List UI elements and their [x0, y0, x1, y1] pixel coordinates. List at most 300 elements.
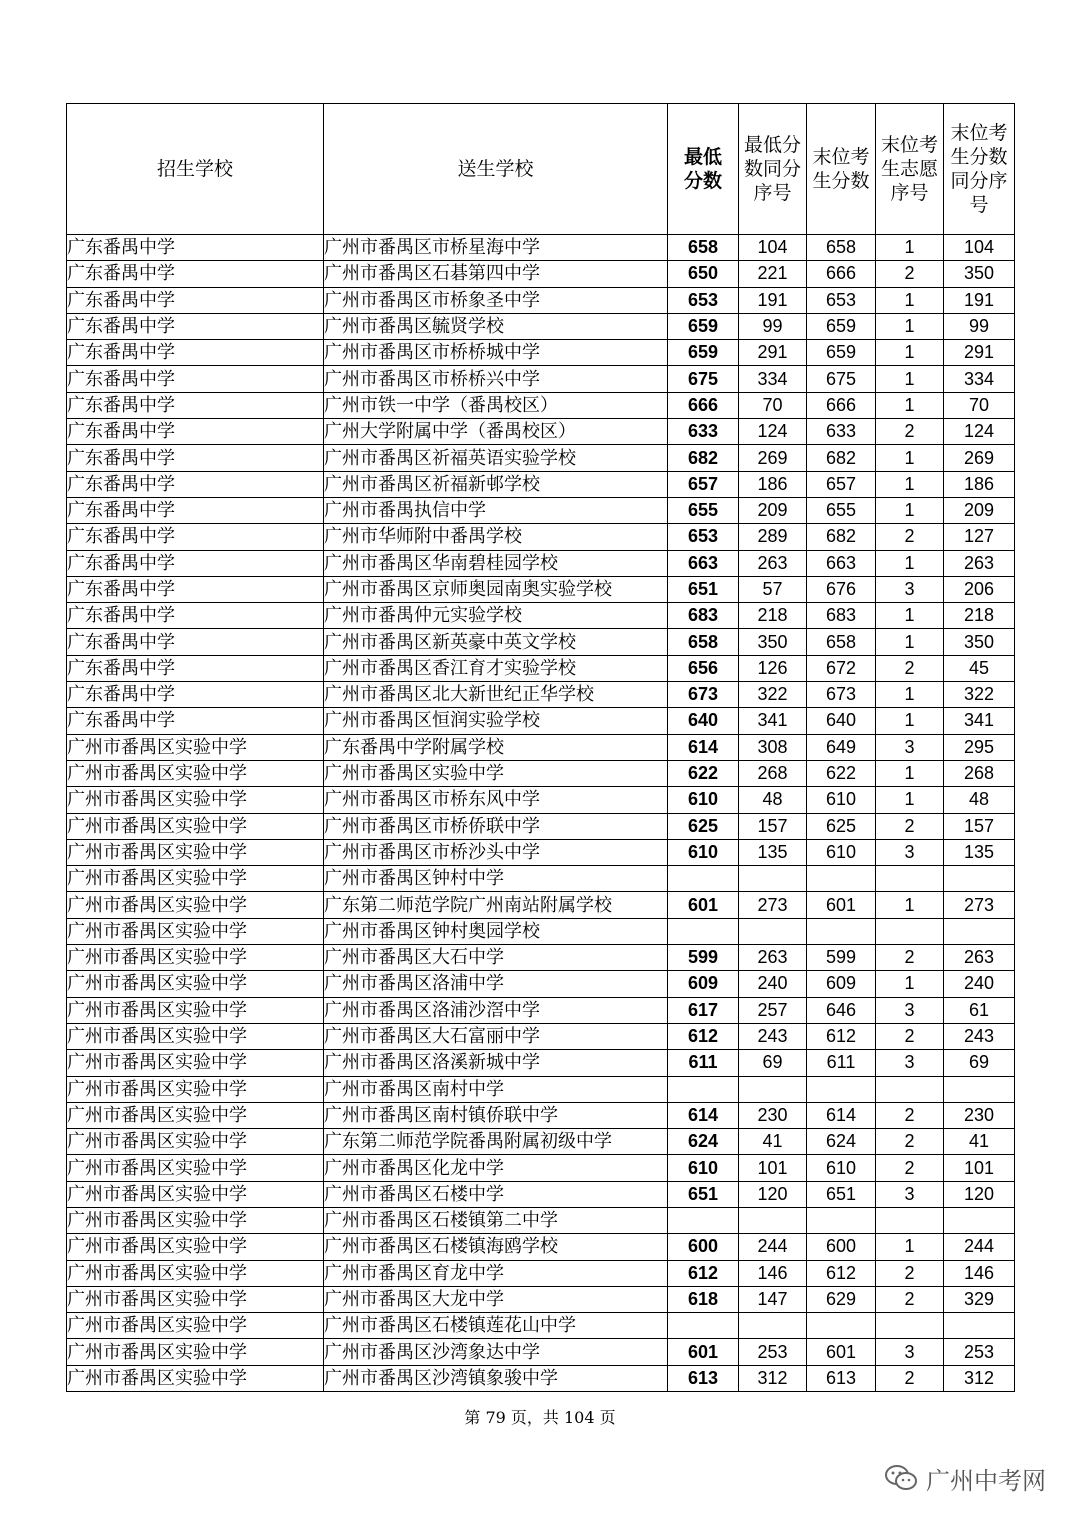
cell-last-preference-rank: 1: [876, 760, 944, 786]
cell-recruiting-school: 广州市番禺区实验中学: [67, 839, 324, 865]
cell-last-score-tie-rank: [944, 1076, 1015, 1102]
cell-sending-school: 广州市番禺区洛浦中学: [324, 971, 668, 997]
cell-min-score-tie-rank: 291: [739, 340, 807, 366]
cell-min-score-tie-rank: 99: [739, 313, 807, 339]
table-row: [67, 1102, 1015, 1128]
cell-last-score: 666: [807, 261, 876, 287]
cell-last-score-tie-rank: 41: [944, 1129, 1015, 1155]
table-row: [67, 892, 1015, 918]
cell-min-score-tie-rank: 157: [739, 813, 807, 839]
cell-last-preference-rank: 1: [876, 497, 944, 523]
cell-last-score: 610: [807, 1155, 876, 1181]
table-row: [67, 866, 1015, 892]
table-row: [67, 392, 1015, 418]
cell-last-score: 659: [807, 313, 876, 339]
cell-sending-school: 广州市番禺区洛浦沙滘中学: [324, 997, 668, 1023]
cell-last-preference-rank: 2: [876, 655, 944, 681]
cell-last-score: 633: [807, 419, 876, 445]
cell-last-preference-rank: 3: [876, 839, 944, 865]
cell-min-score-tie-rank: 240: [739, 971, 807, 997]
cell-min-score-tie-rank: 69: [739, 1050, 807, 1076]
table-row: [67, 787, 1015, 813]
table-row: [67, 1155, 1015, 1181]
cell-last-preference-rank: 2: [876, 813, 944, 839]
cell-last-score-tie-rank: [944, 866, 1015, 892]
cell-last-score: [807, 866, 876, 892]
cell-min-score-tie-rank: 263: [739, 945, 807, 971]
cell-last-score: 651: [807, 1181, 876, 1207]
table-row: [67, 629, 1015, 655]
table-row: [67, 1023, 1015, 1049]
cell-sending-school: 广州市番禺区市桥沙头中学: [324, 839, 668, 865]
cell-last-score: 682: [807, 524, 876, 550]
table-row: [67, 576, 1015, 602]
cell-last-score: 640: [807, 708, 876, 734]
table-row: [67, 945, 1015, 971]
cell-last-score: [807, 1207, 876, 1233]
cell-min-score-tie-rank: 209: [739, 497, 807, 523]
cell-last-score-tie-rank: 230: [944, 1102, 1015, 1128]
cell-min-score-tie-rank: 334: [739, 366, 807, 392]
cell-last-preference-rank: 3: [876, 734, 944, 760]
cell-last-score: 657: [807, 471, 876, 497]
cell-min-score-tie-rank: 273: [739, 892, 807, 918]
cell-min-score-tie-rank: 147: [739, 1286, 807, 1312]
cell-sending-school: 广州市华师附中番禺学校: [324, 524, 668, 550]
cell-min-score: [668, 1207, 739, 1233]
cell-min-score: 625: [668, 813, 739, 839]
table-body: [67, 235, 1015, 1392]
cell-min-score: 610: [668, 839, 739, 865]
cell-last-preference-rank: 1: [876, 603, 944, 629]
cell-last-preference-rank: [876, 1313, 944, 1339]
cell-min-score-tie-rank: 341: [739, 708, 807, 734]
table-row: [67, 1207, 1015, 1233]
header-last-score-tie-rank: 末位考生分数同分序号: [944, 104, 1015, 235]
cell-sending-school: 广州市番禺区沙湾象达中学: [324, 1339, 668, 1365]
cell-min-score-tie-rank: 135: [739, 839, 807, 865]
cell-min-score: [668, 918, 739, 944]
cell-recruiting-school: 广州市番禺区实验中学: [67, 1155, 324, 1181]
cell-min-score: 651: [668, 576, 739, 602]
cell-last-score: 611: [807, 1050, 876, 1076]
cell-last-score-tie-rank: 61: [944, 997, 1015, 1023]
cell-min-score-tie-rank: 269: [739, 445, 807, 471]
cell-min-score: 618: [668, 1286, 739, 1312]
cell-last-preference-rank: 1: [876, 892, 944, 918]
cell-min-score: 658: [668, 235, 739, 261]
header-min-score: 最低分数: [668, 104, 739, 235]
header-last-preference-rank: 末位考生志愿序号: [876, 104, 944, 235]
page-footer: 第 79 页，共 104 页: [464, 1408, 616, 1427]
cell-sending-school: 广州市番禺仲元实验学校: [324, 603, 668, 629]
cell-min-score: 650: [668, 261, 739, 287]
cell-last-preference-rank: 2: [876, 1365, 944, 1391]
cell-last-score: 622: [807, 760, 876, 786]
cell-recruiting-school: 广州市番禺区实验中学: [67, 1050, 324, 1076]
cell-recruiting-school: 广州市番禺区实验中学: [67, 1339, 324, 1365]
cell-last-score: 666: [807, 392, 876, 418]
cell-last-preference-rank: 1: [876, 971, 944, 997]
cell-recruiting-school: 广东番禺中学: [67, 524, 324, 550]
cell-last-score-tie-rank: 206: [944, 576, 1015, 602]
table-row: [67, 997, 1015, 1023]
cell-recruiting-school: 广东番禺中学: [67, 550, 324, 576]
cell-recruiting-school: 广州市番禺区实验中学: [67, 997, 324, 1023]
header-last-score: 末位考生分数: [807, 104, 876, 235]
cell-last-score-tie-rank: 244: [944, 1234, 1015, 1260]
cell-last-preference-rank: 2: [876, 1155, 944, 1181]
cell-recruiting-school: 广东番禺中学: [67, 340, 324, 366]
cell-last-preference-rank: 1: [876, 471, 944, 497]
cell-recruiting-school: 广州市番禺区实验中学: [67, 1102, 324, 1128]
cell-recruiting-school: 广州市番禺区实验中学: [67, 1234, 324, 1260]
cell-min-score: 601: [668, 892, 739, 918]
cell-min-score: 610: [668, 1155, 739, 1181]
cell-sending-school: 广州市番禺区大龙中学: [324, 1286, 668, 1312]
table-row: [67, 340, 1015, 366]
cell-recruiting-school: 广州市番禺区实验中学: [67, 760, 324, 786]
cell-last-score: 613: [807, 1365, 876, 1391]
cell-recruiting-school: 广东番禺中学: [67, 392, 324, 418]
cell-last-preference-rank: 3: [876, 576, 944, 602]
cell-last-score-tie-rank: 253: [944, 1339, 1015, 1365]
cell-recruiting-school: 广东番禺中学: [67, 682, 324, 708]
cell-sending-school: 广州市番禺区钟村奥园学校: [324, 918, 668, 944]
cell-sending-school: 广州市番禺区大石中学: [324, 945, 668, 971]
table-row: [67, 760, 1015, 786]
cell-min-score: 659: [668, 340, 739, 366]
cell-sending-school: 广州市番禺区石碁第四中学: [324, 261, 668, 287]
header-recruiting-school: 招生学校: [67, 104, 324, 235]
table-row: [67, 813, 1015, 839]
cell-min-score-tie-rank: 48: [739, 787, 807, 813]
table-row: [67, 419, 1015, 445]
cell-last-preference-rank: 2: [876, 261, 944, 287]
cell-last-score: 625: [807, 813, 876, 839]
cell-min-score: 601: [668, 1339, 739, 1365]
cell-last-score-tie-rank: 48: [944, 787, 1015, 813]
cell-min-score: 666: [668, 392, 739, 418]
cell-recruiting-school: 广州市番禺区实验中学: [67, 892, 324, 918]
cell-sending-school: 广州市番禺区市桥侨联中学: [324, 813, 668, 839]
table-row: [67, 839, 1015, 865]
cell-last-score-tie-rank: 104: [944, 235, 1015, 261]
cell-min-score: 617: [668, 997, 739, 1023]
cell-last-score: 610: [807, 839, 876, 865]
cell-last-preference-rank: 2: [876, 1023, 944, 1049]
cell-sending-school: 广州市番禺区华南碧桂园学校: [324, 550, 668, 576]
cell-min-score-tie-rank: 57: [739, 576, 807, 602]
cell-last-score-tie-rank: 350: [944, 261, 1015, 287]
cell-last-score-tie-rank: 268: [944, 760, 1015, 786]
cell-last-score-tie-rank: 273: [944, 892, 1015, 918]
table-row: [67, 313, 1015, 339]
cell-recruiting-school: 广东番禺中学: [67, 235, 324, 261]
cell-sending-school: 广州市番禺区化龙中学: [324, 1155, 668, 1181]
cell-last-score: 610: [807, 787, 876, 813]
cell-sending-school: 广州市番禺区市桥象圣中学: [324, 287, 668, 313]
cell-sending-school: 广州市番禺区京师奥园南奥实验学校: [324, 576, 668, 602]
cell-last-preference-rank: 3: [876, 997, 944, 1023]
cell-recruiting-school: 广东番禺中学: [67, 261, 324, 287]
cell-last-score: 646: [807, 997, 876, 1023]
cell-recruiting-school: 广东番禺中学: [67, 629, 324, 655]
cell-last-score-tie-rank: 295: [944, 734, 1015, 760]
cell-sending-school: 广州市番禺区育龙中学: [324, 1260, 668, 1286]
cell-recruiting-school: 广州市番禺区实验中学: [67, 1260, 324, 1286]
table-row: [67, 655, 1015, 681]
cell-min-score: 683: [668, 603, 739, 629]
table-row: [67, 1050, 1015, 1076]
cell-min-score-tie-rank: 350: [739, 629, 807, 655]
table-row: [67, 1313, 1015, 1339]
cell-min-score: 610: [668, 787, 739, 813]
table-row: [67, 971, 1015, 997]
cell-recruiting-school: 广州市番禺区实验中学: [67, 866, 324, 892]
table-row: [67, 1129, 1015, 1155]
cell-min-score-tie-rank: 146: [739, 1260, 807, 1286]
cell-min-score-tie-rank: 253: [739, 1339, 807, 1365]
cell-last-score: 609: [807, 971, 876, 997]
cell-last-score-tie-rank: 243: [944, 1023, 1015, 1049]
watermark-text: 广州中考网: [926, 1466, 1046, 1495]
cell-last-score-tie-rank: 334: [944, 366, 1015, 392]
cell-sending-school: 广州市番禺区南村镇侨联中学: [324, 1102, 668, 1128]
cell-last-score-tie-rank: 209: [944, 497, 1015, 523]
cell-recruiting-school: 广东番禺中学: [67, 576, 324, 602]
cell-min-score: [668, 1076, 739, 1102]
cell-min-score-tie-rank: 124: [739, 419, 807, 445]
cell-last-preference-rank: 2: [876, 1260, 944, 1286]
cell-sending-school: 广州市番禺区石楼镇第二中学: [324, 1207, 668, 1233]
cell-min-score-tie-rank: 126: [739, 655, 807, 681]
table-row: [67, 471, 1015, 497]
cell-min-score-tie-rank: 70: [739, 392, 807, 418]
cell-last-preference-rank: 1: [876, 235, 944, 261]
cell-last-score-tie-rank: 263: [944, 550, 1015, 576]
cell-min-score: 622: [668, 760, 739, 786]
cell-last-score: 629: [807, 1286, 876, 1312]
cell-last-preference-rank: 1: [876, 313, 944, 339]
cell-last-score-tie-rank: 70: [944, 392, 1015, 418]
cell-min-score-tie-rank: 268: [739, 760, 807, 786]
cell-min-score-tie-rank: 257: [739, 997, 807, 1023]
cell-min-score: 682: [668, 445, 739, 471]
cell-min-score-tie-rank: 244: [739, 1234, 807, 1260]
table-header-row: [67, 104, 1015, 235]
cell-last-score: 658: [807, 235, 876, 261]
cell-min-score-tie-rank: 186: [739, 471, 807, 497]
cell-min-score: 658: [668, 629, 739, 655]
cell-last-score: 683: [807, 603, 876, 629]
table-row: [67, 708, 1015, 734]
cell-last-score-tie-rank: 157: [944, 813, 1015, 839]
cell-last-score: 663: [807, 550, 876, 576]
cell-sending-school: 广州市番禺区毓贤学校: [324, 313, 668, 339]
cell-sending-school: 广州市番禺区市桥东风中学: [324, 787, 668, 813]
cell-last-preference-rank: 2: [876, 1102, 944, 1128]
cell-sending-school: 广州市番禺区石楼镇海鸥学校: [324, 1234, 668, 1260]
cell-sending-school: 广州市番禺区恒润实验学校: [324, 708, 668, 734]
cell-min-score: 657: [668, 471, 739, 497]
cell-min-score: 599: [668, 945, 739, 971]
cell-last-score: 614: [807, 1102, 876, 1128]
cell-last-preference-rank: 1: [876, 366, 944, 392]
cell-sending-school: 广州市番禺区祈福英语实验学校: [324, 445, 668, 471]
cell-min-score-tie-rank: [739, 1207, 807, 1233]
cell-recruiting-school: 广州市番禺区实验中学: [67, 1313, 324, 1339]
cell-recruiting-school: 广州市番禺区实验中学: [67, 1365, 324, 1391]
cell-sending-school: 广州市番禺区祈福新邨学校: [324, 471, 668, 497]
table-row: [67, 1234, 1015, 1260]
table-row: [67, 918, 1015, 944]
cell-min-score-tie-rank: 221: [739, 261, 807, 287]
cell-recruiting-school: 广东番禺中学: [67, 287, 324, 313]
cell-recruiting-school: 广东番禺中学: [67, 655, 324, 681]
cell-sending-school: 广东第二师范学院广州南站附属学校: [324, 892, 668, 918]
cell-min-score-tie-rank: 101: [739, 1155, 807, 1181]
cell-recruiting-school: 广东番禺中学: [67, 313, 324, 339]
cell-min-score: 611: [668, 1050, 739, 1076]
cell-last-score-tie-rank: 329: [944, 1286, 1015, 1312]
cell-sending-school: 广州市番禺区市桥星海中学: [324, 235, 668, 261]
cell-last-score-tie-rank: 341: [944, 708, 1015, 734]
cell-last-score-tie-rank: 69: [944, 1050, 1015, 1076]
cell-last-preference-rank: 1: [876, 392, 944, 418]
cell-last-score-tie-rank: 45: [944, 655, 1015, 681]
cell-min-score: 659: [668, 313, 739, 339]
cell-last-preference-rank: 3: [876, 1181, 944, 1207]
cell-min-score-tie-rank: 41: [739, 1129, 807, 1155]
header-sending-school: 送生学校: [324, 104, 668, 235]
cell-sending-school: 广州市番禺区大石富丽中学: [324, 1023, 668, 1049]
cell-last-score-tie-rank: 240: [944, 971, 1015, 997]
cell-last-score: [807, 918, 876, 944]
cell-min-score: 653: [668, 287, 739, 313]
cell-min-score: 640: [668, 708, 739, 734]
cell-last-score-tie-rank: 350: [944, 629, 1015, 655]
cell-last-score-tie-rank: 322: [944, 682, 1015, 708]
table-row: [67, 1181, 1015, 1207]
cell-sending-school: 广州大学附属中学（番禺校区）: [324, 419, 668, 445]
cell-last-score-tie-rank: 120: [944, 1181, 1015, 1207]
cell-min-score-tie-rank: 263: [739, 550, 807, 576]
cell-last-score-tie-rank: 186: [944, 471, 1015, 497]
cell-last-score: 601: [807, 892, 876, 918]
cell-min-score: 614: [668, 1102, 739, 1128]
cell-last-score: 675: [807, 366, 876, 392]
cell-min-score-tie-rank: 230: [739, 1102, 807, 1128]
cell-sending-school: 广州市番禺区北大新世纪正华学校: [324, 682, 668, 708]
cell-recruiting-school: 广州市番禺区实验中学: [67, 1181, 324, 1207]
cell-last-score-tie-rank: 135: [944, 839, 1015, 865]
cell-recruiting-school: 广州市番禺区实验中学: [67, 945, 324, 971]
cell-min-score: [668, 866, 739, 892]
cell-last-preference-rank: 1: [876, 1234, 944, 1260]
cell-recruiting-school: 广州市番禺区实验中学: [67, 1076, 324, 1102]
cell-sending-school: 广州市番禺区市桥桥城中学: [324, 340, 668, 366]
cell-min-score: 612: [668, 1260, 739, 1286]
cell-recruiting-school: 广东番禺中学: [67, 603, 324, 629]
cell-min-score-tie-rank: [739, 1076, 807, 1102]
table-row: [67, 603, 1015, 629]
cell-last-preference-rank: 1: [876, 445, 944, 471]
cell-last-score-tie-rank: [944, 1313, 1015, 1339]
cell-min-score: 655: [668, 497, 739, 523]
cell-min-score-tie-rank: 243: [739, 1023, 807, 1049]
header-min-score-tie-rank: 最低分数同分序号: [739, 104, 807, 235]
cell-last-score-tie-rank: 263: [944, 945, 1015, 971]
cell-last-score-tie-rank: 146: [944, 1260, 1015, 1286]
cell-recruiting-school: 广州市番禺区实验中学: [67, 1129, 324, 1155]
cell-last-score-tie-rank: 312: [944, 1365, 1015, 1391]
cell-sending-school: 广东番禺中学附属学校: [324, 734, 668, 760]
cell-last-preference-rank: 1: [876, 682, 944, 708]
score-table: [66, 103, 1015, 1392]
cell-min-score-tie-rank: 322: [739, 682, 807, 708]
cell-min-score-tie-rank: 289: [739, 524, 807, 550]
cell-recruiting-school: 广州市番禺区实验中学: [67, 918, 324, 944]
cell-recruiting-school: 广东番禺中学: [67, 419, 324, 445]
watermark: [884, 1456, 1046, 1500]
table-row: [67, 235, 1015, 261]
cell-sending-school: 广州市铁一中学（番禺校区）: [324, 392, 668, 418]
cell-min-score: 624: [668, 1129, 739, 1155]
cell-min-score: 600: [668, 1234, 739, 1260]
cell-min-score: 656: [668, 655, 739, 681]
cell-last-score: 672: [807, 655, 876, 681]
table-row: [67, 1260, 1015, 1286]
cell-last-preference-rank: [876, 866, 944, 892]
cell-last-score-tie-rank: 99: [944, 313, 1015, 339]
cell-min-score-tie-rank: 120: [739, 1181, 807, 1207]
table-row: [67, 1339, 1015, 1365]
cell-last-score: 600: [807, 1234, 876, 1260]
table-row: [67, 366, 1015, 392]
cell-last-preference-rank: 2: [876, 1129, 944, 1155]
cell-last-preference-rank: 2: [876, 419, 944, 445]
table-row: [67, 524, 1015, 550]
cell-last-preference-rank: 3: [876, 1339, 944, 1365]
cell-last-score: 659: [807, 340, 876, 366]
cell-last-preference-rank: 1: [876, 787, 944, 813]
cell-recruiting-school: 广州市番禺区实验中学: [67, 971, 324, 997]
cell-min-score: 653: [668, 524, 739, 550]
cell-last-score-tie-rank: [944, 918, 1015, 944]
table-row: [67, 287, 1015, 313]
cell-last-score: 601: [807, 1339, 876, 1365]
cell-sending-school: 广州市番禺区洛溪新城中学: [324, 1050, 668, 1076]
cell-recruiting-school: 广州市番禺区实验中学: [67, 1286, 324, 1312]
cell-min-score-tie-rank: 191: [739, 287, 807, 313]
cell-last-score: 655: [807, 497, 876, 523]
cell-min-score: 663: [668, 550, 739, 576]
cell-recruiting-school: 广州市番禺区实验中学: [67, 734, 324, 760]
cell-min-score: 651: [668, 1181, 739, 1207]
cell-last-preference-rank: 2: [876, 524, 944, 550]
cell-last-score-tie-rank: 127: [944, 524, 1015, 550]
cell-min-score: 612: [668, 1023, 739, 1049]
cell-min-score: 675: [668, 366, 739, 392]
cell-last-score-tie-rank: 291: [944, 340, 1015, 366]
cell-last-score-tie-rank: 124: [944, 419, 1015, 445]
cell-recruiting-school: 广州市番禺区实验中学: [67, 1023, 324, 1049]
table-row: [67, 497, 1015, 523]
cell-last-preference-rank: [876, 1207, 944, 1233]
cell-last-preference-rank: [876, 1076, 944, 1102]
cell-last-preference-rank: 1: [876, 340, 944, 366]
